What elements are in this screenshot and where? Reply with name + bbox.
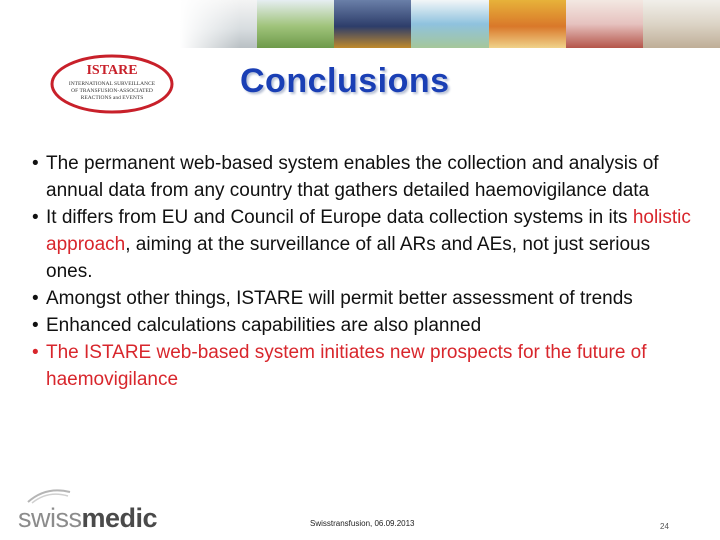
list-item: [32, 204, 692, 285]
istare-logo-subtitle: INTERNATIONAL SURVEILLANCE: [68, 81, 156, 87]
header-photo: [566, 0, 643, 48]
bullet-text: , aiming at the surveillance of all ARs and AEs, not just serious ones.: [46, 234, 651, 282]
bullet-text: The ISTARE web-based system initiates new prospects for the future of haemovigilance: [46, 342, 647, 390]
footer-text: Swisstransfusion, 06.09.2013: [310, 519, 415, 528]
bullet-text: Enhanced calculations capabilities are also planned: [46, 315, 482, 336]
header-photo: [257, 0, 334, 48]
header-photo: [489, 0, 566, 48]
header-photo-strip: [180, 0, 720, 48]
list-item: [32, 339, 692, 393]
list-item: [32, 312, 692, 339]
header-photo: [411, 0, 488, 48]
bullet-icon: •: [32, 207, 39, 228]
page-title: Conclusions: [240, 62, 450, 100]
bullet-list: [32, 150, 692, 393]
bullet-icon: •: [32, 342, 39, 363]
header-photo: [334, 0, 411, 48]
photo-strip-fade: [180, 0, 240, 48]
list-item: [32, 150, 692, 204]
swissmedic-logo-dark: medic: [81, 503, 158, 533]
bullet-icon: •: [32, 153, 39, 174]
istare-logo: [48, 52, 176, 116]
istare-logo-subtitle: REACTIONS and EVENTS: [80, 95, 144, 101]
bullet-text: It differs from EU and Council of Europe data collection systems in its: [46, 207, 633, 228]
page-number: 24: [660, 522, 669, 531]
istare-logo-title: ISTARE: [86, 63, 138, 78]
swissmedic-logo-light: swiss: [18, 503, 82, 533]
istare-logo-subtitle: OF TRANSFUSION-ASSOCIATED: [71, 88, 153, 94]
highlight-text: holistic approach: [46, 207, 691, 255]
list-item: [32, 285, 692, 312]
header-photo: [643, 0, 720, 48]
bullet-text: Amongst other things, ISTARE will permit better assessment of trends: [46, 288, 633, 309]
swissmedic-logo: [18, 500, 157, 534]
swissmedic-mark-icon: [26, 484, 72, 504]
bullet-text: The permanent web-based system enables the collection and analysis of annual data from any country that gathers detailed haemovigilance data: [46, 153, 659, 201]
bullet-icon: •: [32, 288, 39, 309]
bullet-icon: •: [32, 315, 39, 336]
